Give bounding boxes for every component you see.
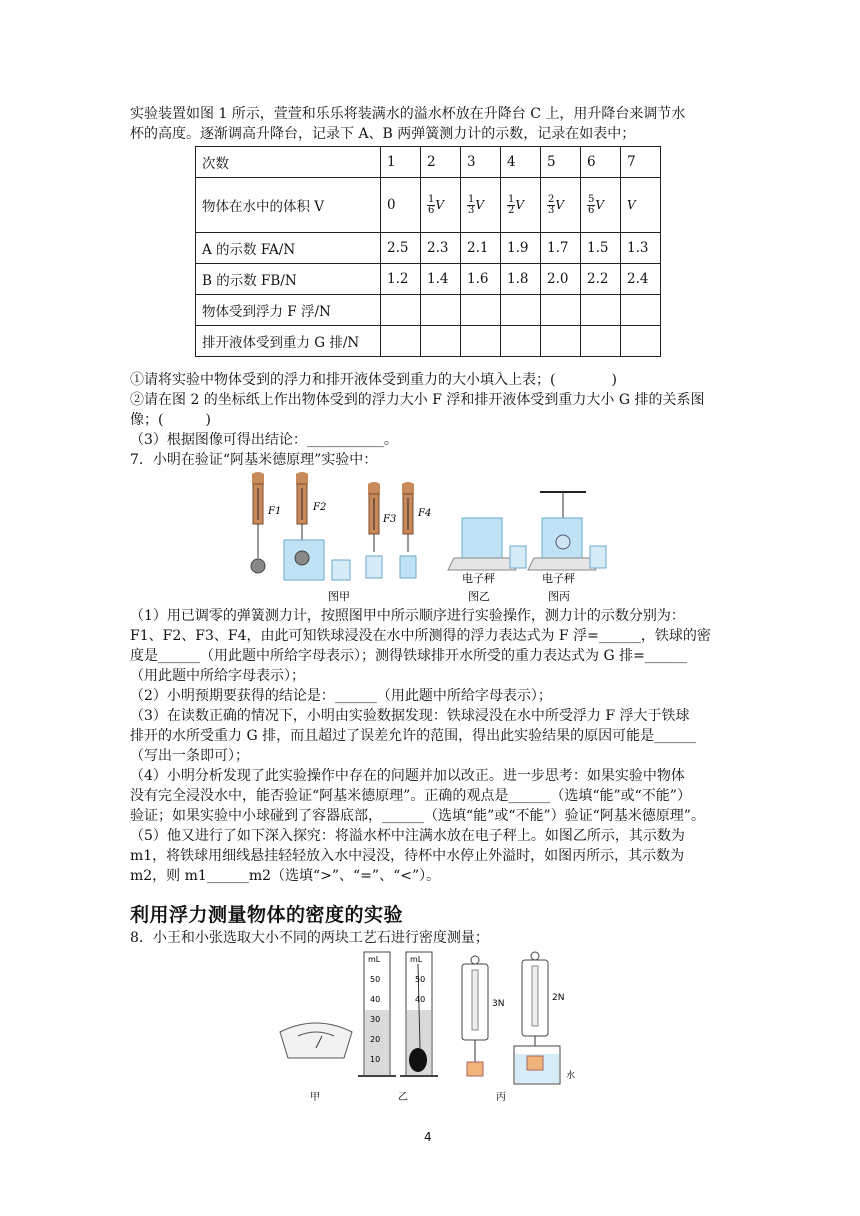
q7-p5b: m1，将铁球用细线悬挂轻轻放入水中浸没，待杯中水停止外溢时，如图丙所示，其示数为 <box>130 848 685 864</box>
table-cell: 2.3 <box>421 233 461 264</box>
spring-scale-f4 <box>400 482 416 578</box>
table-cell: 3 <box>461 147 501 178</box>
table-cell: 1.4 <box>421 264 461 295</box>
table-row <box>196 178 661 233</box>
table-volume-label: 物体在水中的体积 V <box>196 178 381 233</box>
cyl1-tick-50: 50 <box>370 975 381 984</box>
intro-line-2: 杯的高度。逐渐调高升降台，记录下 A、B 两弹簧测力计的示数，记录在如表中； <box>130 126 636 142</box>
spring-scale-f1 <box>251 472 265 573</box>
fraction: $\frac{2}{3}$ <box>548 193 555 216</box>
label-scale-2: 电子秤 <box>542 572 575 585</box>
label-2n: 2N <box>552 993 565 1003</box>
table-row <box>196 233 661 264</box>
table-cell: 2.5 <box>381 233 421 264</box>
table-cell-empty[interactable] <box>541 326 581 357</box>
table-cell-empty[interactable] <box>621 326 661 357</box>
q7-title: 7．小明在验证“阿基米德原理”实验中： <box>130 452 378 468</box>
cyl2-tick-40: 40 <box>415 995 426 1004</box>
q8-title: 8．小王和小张选取大小不同的两块工艺石进行密度测量； <box>130 930 489 946</box>
page-number: 4 <box>424 1130 432 1144</box>
q7-p5c: m2，则 m1______m2（选填“>”、“=”、“<”）。 <box>130 868 441 884</box>
label-ml-2: mL <box>410 955 423 964</box>
q6-item-2a: ②请在图 2 的坐标纸上作出物体受到的浮力大小 F 浮和排开液体受到重力大小 G 排的关系图 <box>130 392 705 408</box>
fraction: $\frac{1}{6}$ <box>428 193 435 216</box>
table-cell-empty[interactable] <box>541 295 581 326</box>
table-cell-empty[interactable] <box>421 295 461 326</box>
label-fig-bing: 图丙 <box>548 590 570 603</box>
spring-scale-f2 <box>284 472 350 580</box>
table-cell: $\frac{5}{6}$ V <box>581 178 621 233</box>
q7-p4a: （4）小明分析发现了此实验操作中存在的问题并加以改正。进一步思考：如果实验中物体 <box>130 768 685 784</box>
q6-item-3: （3）根据图像可得出结论：___________。 <box>130 432 398 448</box>
label-f2: F2 <box>313 502 327 513</box>
section-heading: 利用浮力测量物体的密度的实验 <box>130 904 404 926</box>
data-table <box>195 146 661 357</box>
table-cell: 1.7 <box>541 233 581 264</box>
table-cell-empty[interactable] <box>461 295 501 326</box>
q7-p1d: （用此题中所给字母表示）； <box>130 668 305 684</box>
table-buoyancy-label: 物体受到浮力 F 浮/N <box>196 295 381 326</box>
table-cell: V <box>621 178 661 233</box>
table-cell-empty[interactable] <box>381 326 421 357</box>
table-cell: 2.1 <box>461 233 501 264</box>
table-cell-empty[interactable] <box>501 326 541 357</box>
q7-figure <box>240 470 620 605</box>
table-b-label: B 的示数 FB/N <box>196 264 381 295</box>
label-fig-jia-8: 甲 <box>310 1092 320 1103</box>
label-ml-1: mL <box>368 955 381 964</box>
table-cell: 7 <box>621 147 661 178</box>
fraction: $\frac{5}{6}$ <box>588 193 595 216</box>
q7-p3c: （写出一条即可）； <box>130 748 249 764</box>
table-header-label: 次数 <box>196 147 381 178</box>
table-cell: 1.5 <box>581 233 621 264</box>
label-water: 水 <box>566 1071 576 1081</box>
table-row <box>196 295 661 326</box>
graduated-cylinder-2 <box>400 952 438 1076</box>
label-fig-yi: 图乙 <box>468 590 490 603</box>
table-cell-empty[interactable] <box>581 326 621 357</box>
table-cell: $\frac{1}{3}$ V <box>461 178 501 233</box>
table-cell: 2.2 <box>581 264 621 295</box>
table-displaced-label: 排开液体受到重力 G 排/N <box>196 326 381 357</box>
table-cell: 1.6 <box>461 264 501 295</box>
table-cell: 6 <box>581 147 621 178</box>
q7-p2: （2）小明预期要获得的结论是：______（用此题中所给字母表示）； <box>130 688 552 704</box>
label-f1: F1 <box>268 506 282 517</box>
fraction: $\frac{1}{2}$ <box>508 193 515 216</box>
figure-yi-setup <box>448 518 526 570</box>
table-cell-empty[interactable] <box>501 295 541 326</box>
q7-p1c: 度是______（用此题中所给字母表示）；测得铁球排开水所受的重力表达式为 G 排=______ <box>130 648 687 664</box>
table-cell: 1.3 <box>621 233 661 264</box>
q7-p4c: 验证；如果实验中小球碰到了容器底部，______（选填“能”或“不能”）验证“阿基米德原理”。 <box>130 808 705 824</box>
label-fig-jia: 图甲 <box>328 590 350 603</box>
table-row <box>196 326 661 357</box>
spring-scale-3n <box>462 956 488 1076</box>
table-cell: 5 <box>541 147 581 178</box>
q7-p5a: （5）他又进行了如下深入探究：将溢水杯中注满水放在电子秤上。如图乙所示，其示数为 <box>130 828 685 844</box>
table-cell-empty[interactable] <box>421 326 461 357</box>
table-cell: 0 <box>381 178 421 233</box>
table-cell-empty[interactable] <box>461 326 501 357</box>
spring-scale-f3 <box>366 482 382 578</box>
table-cell: 2.0 <box>541 264 581 295</box>
q7-p3b: 排开的水所受重力 G 排，而且超过了误差允许的范围，得出此实验结果的原因可能是______ <box>130 728 697 744</box>
q7-p1: （1）用已调零的弹簧测力计，按照图甲中所示顺序进行实验操作，测力计的示数分别为： <box>130 608 685 624</box>
table-cell: 1.2 <box>381 264 421 295</box>
table-row <box>196 147 661 178</box>
q7-p1b: F1、F2、F3、F4，由此可知铁球浸没在水中所测得的浮力表达式为 F 浮=______，铁球的密 <box>130 628 711 644</box>
label-f3: F3 <box>383 514 397 525</box>
cyl1-tick-20: 20 <box>370 1035 381 1044</box>
cyl1-tick-40: 40 <box>370 995 381 1004</box>
table-cell-empty[interactable] <box>381 295 421 326</box>
scale-dial <box>280 1023 352 1058</box>
cyl1-tick-10: 10 <box>370 1055 381 1064</box>
label-fig-yi-8: 乙 <box>398 1092 408 1103</box>
q6-item-2b: 像；( ) <box>130 412 211 428</box>
table-cell: 1.9 <box>501 233 541 264</box>
table-cell: $\frac{2}{3}$ V <box>541 178 581 233</box>
table-row <box>196 264 661 295</box>
label-scale-1: 电子秤 <box>462 572 495 585</box>
table-a-label: A 的示数 FA/N <box>196 233 381 264</box>
table-cell: 4 <box>501 147 541 178</box>
figure-bing-setup <box>528 492 606 570</box>
table-cell-empty[interactable] <box>621 295 661 326</box>
intro-line-1: 实验装置如图 1 所示，萱萱和乐乐将装满水的溢水杯放在升降台 C 上，用升降台来调节水 <box>130 106 686 122</box>
table-cell: 2 <box>421 147 461 178</box>
spring-scale-2n <box>514 952 560 1084</box>
q7-p3a: （3）在读数正确的情况下，小明由实验数据发现：铁球浸没在水中所受浮力 F 浮大于铁球 <box>130 708 690 724</box>
table-cell: $\frac{1}{6}$ V <box>421 178 461 233</box>
table-cell-empty[interactable] <box>581 295 621 326</box>
q6-item-1: ①请将实验中物体受到的浮力和排开液体受到重力的大小填入上表；( ) <box>130 372 617 388</box>
cyl2-tick-50: 50 <box>415 975 426 984</box>
table-cell: 2.4 <box>621 264 661 295</box>
label-fig-bing-8: 丙 <box>496 1092 506 1103</box>
table-cell: $\frac{1}{2}$ V <box>501 178 541 233</box>
label-f4: F4 <box>418 508 432 519</box>
cyl1-tick-30: 30 <box>370 1015 381 1024</box>
label-3n: 3N <box>492 999 505 1009</box>
fraction: $\frac{1}{3}$ <box>468 193 475 216</box>
q8-figure <box>270 950 590 1110</box>
table-cell: 1.8 <box>501 264 541 295</box>
table-cell: 1 <box>381 147 421 178</box>
q7-p4b: 没有完全浸没水中，能否验证“阿基米德原理”。正确的观点是______（选填“能”或“不能”） <box>130 788 691 804</box>
